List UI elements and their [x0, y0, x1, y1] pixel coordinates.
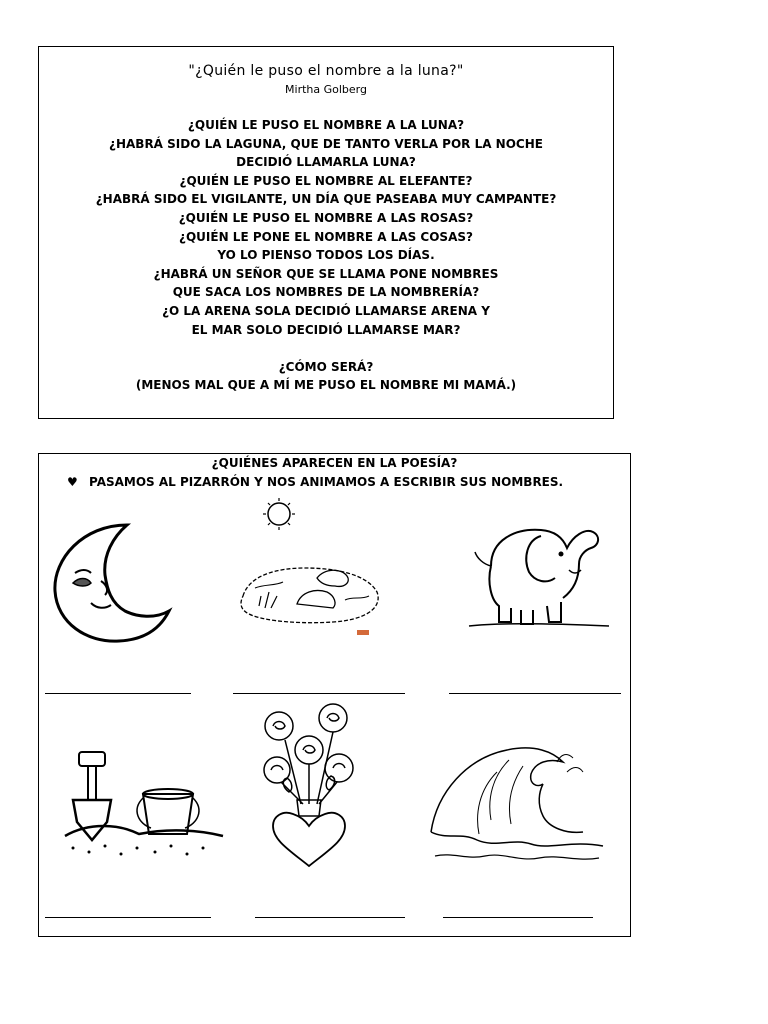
poem-line: YO LO PIENSO TODOS LOS DÍAS. — [217, 248, 435, 263]
poem-author: Mirtha Golberg — [285, 83, 367, 96]
answer-line[interactable] — [443, 917, 593, 918]
poem-line: (MENOS MAL QUE A MÍ ME PUSO EL NOMBRE MI MAMÁ.) — [135, 378, 517, 393]
answer-line[interactable] — [45, 693, 191, 694]
moon-icon — [45, 519, 175, 647]
roses-icon — [249, 700, 369, 872]
lagoon-icon — [235, 496, 385, 644]
worksheet-box — [38, 453, 631, 937]
poem-line: ¿QUIÉN LE PUSO EL NOMBRE AL ELEFANTE? — [179, 173, 473, 188]
poem-text — [39, 116, 613, 395]
poem-line: ¿QUIÉN LE PONE EL NOMBRE A LAS COSAS? — [179, 229, 473, 244]
poem-line: QUE SACA LOS NOMBRES DE LA NOMBRERÍA? — [172, 285, 480, 300]
poem-line: EL MAR SOLO DECIDIÓ LLAMARSE MAR? — [191, 322, 461, 337]
poem-line: ¿HABRÁ SIDO LA LAGUNA, QUE DE TANTO VERLA POR LA NOCHE — [109, 136, 543, 151]
answer-line[interactable] — [255, 917, 405, 918]
poem-line: ¿O LA ARENA SOLA DECIDIÓ LLAMARSE ARENA Y — [162, 303, 490, 318]
elephant-icon — [463, 506, 613, 636]
poem-line: ¿CÓMO SERÁ? — [278, 359, 374, 374]
answer-line[interactable] — [233, 693, 405, 694]
sea-wave-icon — [427, 736, 607, 876]
worksheet-heading: ¿QUIÉNES APARECEN EN LA POESÍA? — [211, 456, 458, 470]
poem-line: ¿QUIÉN LE PUSO EL NOMBRE A LAS ROSAS? — [178, 210, 474, 225]
poem-line: ¿HABRÁ SIDO EL VIGILANTE, UN DÍA QUE PASEABA MUY CAMPANTE? — [95, 192, 557, 207]
sand-bucket-icon — [59, 744, 229, 864]
poem-line: ¿HABRÁ UN SEÑOR QUE SE LLAMA PONE NOMBRES — [153, 266, 499, 281]
poem-title: "¿Quién le puso el nombre a la luna?" — [188, 63, 464, 79]
instruction-text: PASAMOS AL PIZARRÓN Y NOS ANIMAMOS A ESCRIBIR SUS NOMBRES. — [89, 475, 564, 489]
heart-icon: ♥ — [67, 475, 78, 489]
poem-line — [39, 339, 613, 358]
answer-line[interactable] — [449, 693, 621, 694]
worksheet-instruction — [67, 475, 563, 489]
poem-box — [38, 46, 614, 419]
poem-line: DECIDIÓ LLAMARLA LUNA? — [236, 155, 416, 170]
answer-line[interactable] — [45, 917, 211, 918]
poem-line: ¿QUIÉN LE PUSO EL NOMBRE A LA LUNA? — [187, 118, 465, 132]
